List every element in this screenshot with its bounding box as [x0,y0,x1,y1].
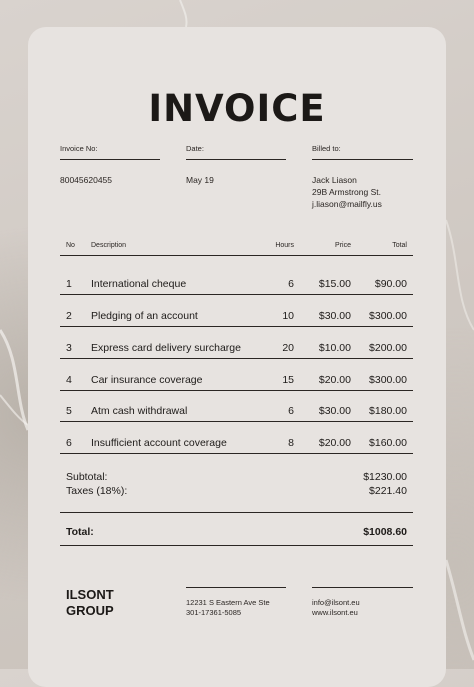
row-total: $160.00 [369,437,407,449]
header-rule [60,255,413,256]
row-price: $30.00 [318,405,351,417]
row-description: Insufficient account coverage [91,437,227,449]
row-price: $20.00 [318,374,351,386]
row-rule [60,326,413,327]
company-name-line2: GROUP [66,603,114,618]
date-value: May 19 [186,175,214,185]
billed-to-address: 29B Armstrong St. [312,187,381,197]
row-rule [60,453,413,454]
invoice-no-value: 80045620455 [60,175,113,185]
total-value: $1008.60 [363,526,407,538]
address-line1: 12231 S Eastern Ave Ste [186,598,270,607]
row-rule [60,294,413,295]
row-description: International cheque [91,278,187,290]
invoice-card [28,27,446,687]
company-contact [312,598,360,618]
row-no: 4 [66,374,72,386]
row-description: Express card delivery surcharge [91,342,241,354]
row-hours: 6 [288,278,294,290]
row-rule [60,358,413,359]
row-total: $90.00 [374,278,407,290]
header-description: Description [91,242,127,249]
row-hours: 20 [282,342,294,354]
row-hours: 10 [282,310,294,322]
billed-to-label: Billed to: [312,144,341,153]
row-hours: 6 [288,405,294,417]
address-rule [186,587,286,588]
company-name-line1: ILSONT [66,587,114,602]
contact-rule [312,587,413,588]
row-total: $300.00 [369,310,407,322]
row-total: $200.00 [369,342,407,354]
company-name [66,587,114,619]
row-total: $300.00 [369,374,407,386]
row-rule [60,421,413,422]
row-price: $20.00 [318,437,351,449]
header-price: Price [335,242,351,249]
row-price: $10.00 [318,342,351,354]
header-hours: Hours [275,242,294,249]
row-hours: 8 [288,437,294,449]
billed-to-block [312,174,382,210]
header-total: Total [392,242,407,249]
row-no: 6 [66,437,72,449]
row-price: $30.00 [318,310,351,322]
taxes-label: Taxes (18%): [66,485,128,497]
taxes-value: $221.40 [369,485,407,497]
billed-to-name: Jack Liason [312,175,357,185]
row-no: 5 [66,405,72,417]
subtotal-value: $1230.00 [363,471,407,483]
row-total: $180.00 [369,405,407,417]
invoice-no-label: Invoice No: [60,144,98,153]
row-description: Pledging of an account [91,310,198,322]
address-line2: 301-17361-5085 [186,608,242,617]
contact-website: www.ilsont.eu [312,608,358,617]
row-no: 1 [66,278,72,290]
company-address [186,598,270,618]
billed-to-rule [312,159,413,160]
row-price: $15.00 [318,278,351,290]
invoice-no-rule [60,159,160,160]
row-rule [60,390,413,391]
date-rule [186,159,286,160]
row-no: 3 [66,342,72,354]
row-description: Car insurance coverage [91,374,203,386]
billed-to-email: j.liason@mailfly.us [312,199,382,209]
row-no: 2 [66,310,72,322]
date-label: Date: [186,144,204,153]
row-description: Atm cash withdrawal [91,405,188,417]
total-bottom-rule [60,545,413,546]
subtotal-label: Subtotal: [66,471,108,483]
header-no: No [66,242,75,249]
row-hours: 15 [282,374,294,386]
invoice-title: INVOICE [148,87,326,130]
total-rule [60,512,413,513]
total-label: Total: [66,526,94,538]
contact-email: info@ilsont.eu [312,598,360,607]
